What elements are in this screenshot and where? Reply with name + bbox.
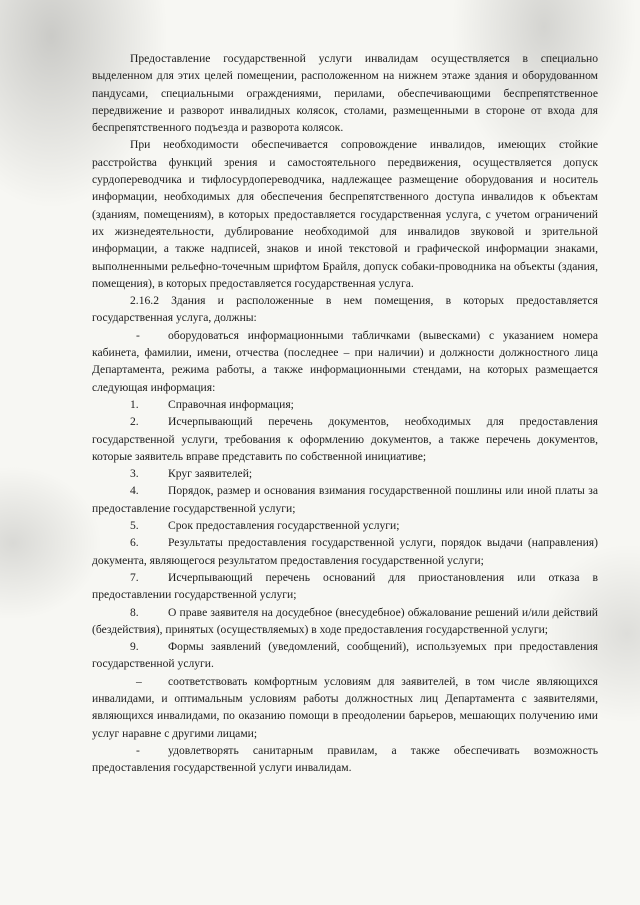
numbered-item bbox=[92, 465, 598, 482]
paragraph-accompaniment: При необходимости обеспечивается сопровождение инвалидов, имеющих стойкие расстройства функций зрения и самостоятельного передвижения, осуществляется допуск сурдопереводчика и тифлосурдопереводчика, надлежащее размещение оборудования и носитель информации, необходимых для обеспечения беспрепятственного доступа инвалидов к объектам (зданиям, помещениям), в которых предоставляется государственная услуга, с учетом ограничений их жизнедеятельности, дублирование необходимой для инвалидов звуковой и зрительной информации, а также надписей, знаков и иной текстовой и графической информации знаками, выполненными рельефно-точечным шрифтом Брайля, допуск собаки-проводника на объекты (здания, помещения), в которых предоставляется государственная услуга. bbox=[92, 138, 598, 290]
list-item-text: соответствовать комфортным условиям для заявителей, в том числе являющихся инвалидами, и оптимальным условиям работы должностных лиц Департамента с заявителями, являющихся инвалидами, по оказанию помощи в преодолении барьеров, мешающих получению ими услуг наравне с другими лицами; bbox=[92, 674, 598, 740]
item-number: 9. bbox=[130, 640, 139, 654]
list-item-text: оборудоваться информационными табличками (вывесками) с указанием номера кабинета, фамилии, имени, отчества (последнее – при наличии) и должности должностного лица Департамента, режима работы, а также информационными стендами, на которых размещается следующая информация: bbox=[92, 328, 598, 394]
list-marker: – bbox=[136, 674, 142, 688]
paragraph-accessibility-premises: Предоставление государственной услуги инвалидам осуществляется в специально выделенном для этих целей помещении, расположенном на нижнем этаже здания и оборудованном пандусами, специальными ограждениями, перилами, обеспечивающими беспрепятственное передвижение и разворот инвалидных колясок, столами, размещенными в стороне от входа для беспрепятственного подъезда и разворота колясок. bbox=[92, 52, 598, 135]
numbered-item bbox=[92, 569, 598, 604]
item-text: Исчерпывающий перечень документов, необходимых для предоставления государственной услуги, требования к оформлению документов, а также перечень документов, которые заявитель вправе представить по собственной инициативе; bbox=[92, 415, 598, 463]
item-number: 6. bbox=[130, 536, 139, 550]
list-marker: - bbox=[136, 328, 140, 342]
document-body bbox=[92, 50, 598, 776]
item-text: Исчерпывающий перечень оснований для приостановления или отказа в предоставлении государственной услуги; bbox=[92, 570, 598, 602]
item-number: 8. bbox=[130, 605, 139, 619]
numbered-item bbox=[92, 517, 598, 534]
numbered-item bbox=[92, 482, 598, 517]
item-text: О праве заявителя на досудебное (внесудебное) обжалование решений и/или действий (бездействия), принятых (осуществляемых) в ходе предоставления государственной услуги; bbox=[92, 605, 598, 636]
list-item-text: удовлетворять санитарным правилам, а также обеспечивать возможность предоставления государственной услуги инвалидам. bbox=[92, 743, 598, 775]
numbered-item bbox=[92, 413, 598, 465]
dash-item-information-signs bbox=[92, 327, 598, 396]
item-number: 5. bbox=[130, 519, 139, 533]
numbered-item bbox=[92, 534, 598, 569]
item-number: 1. bbox=[130, 397, 139, 411]
item-number: 3. bbox=[130, 467, 139, 481]
numbered-item bbox=[92, 604, 598, 639]
numbered-item bbox=[92, 638, 598, 673]
item-text: Срок предоставления государственной услуги; bbox=[168, 519, 400, 533]
item-text: Справочная информация; bbox=[168, 397, 294, 411]
item-number: 2. bbox=[130, 415, 139, 429]
item-text: Круг заявителей; bbox=[168, 467, 253, 481]
item-number: 7. bbox=[130, 570, 139, 584]
numbered-item bbox=[92, 396, 598, 413]
dash-item-sanitary-rules bbox=[92, 742, 598, 777]
item-text: Результаты предоставления государственной услуги, порядок выдачи (направления) документа, являющегося результатом предоставления государственной услуги; bbox=[92, 536, 598, 567]
list-marker: - bbox=[136, 743, 140, 757]
paragraph-section-2-16-2: 2.16.2 Здания и расположенные в нем помещения, в которых предоставляется государственная услуга, должны: bbox=[92, 294, 598, 325]
dash-item-comfort-conditions bbox=[92, 673, 598, 742]
item-number: 4. bbox=[130, 484, 139, 498]
item-text: Формы заявлений (уведомлений, сообщений), используемых при предоставления государственной услуги. bbox=[92, 640, 598, 671]
item-text: Порядок, размер и основания взимания государственной пошлины или иной платы за предоставление государственной услуги; bbox=[92, 484, 598, 515]
